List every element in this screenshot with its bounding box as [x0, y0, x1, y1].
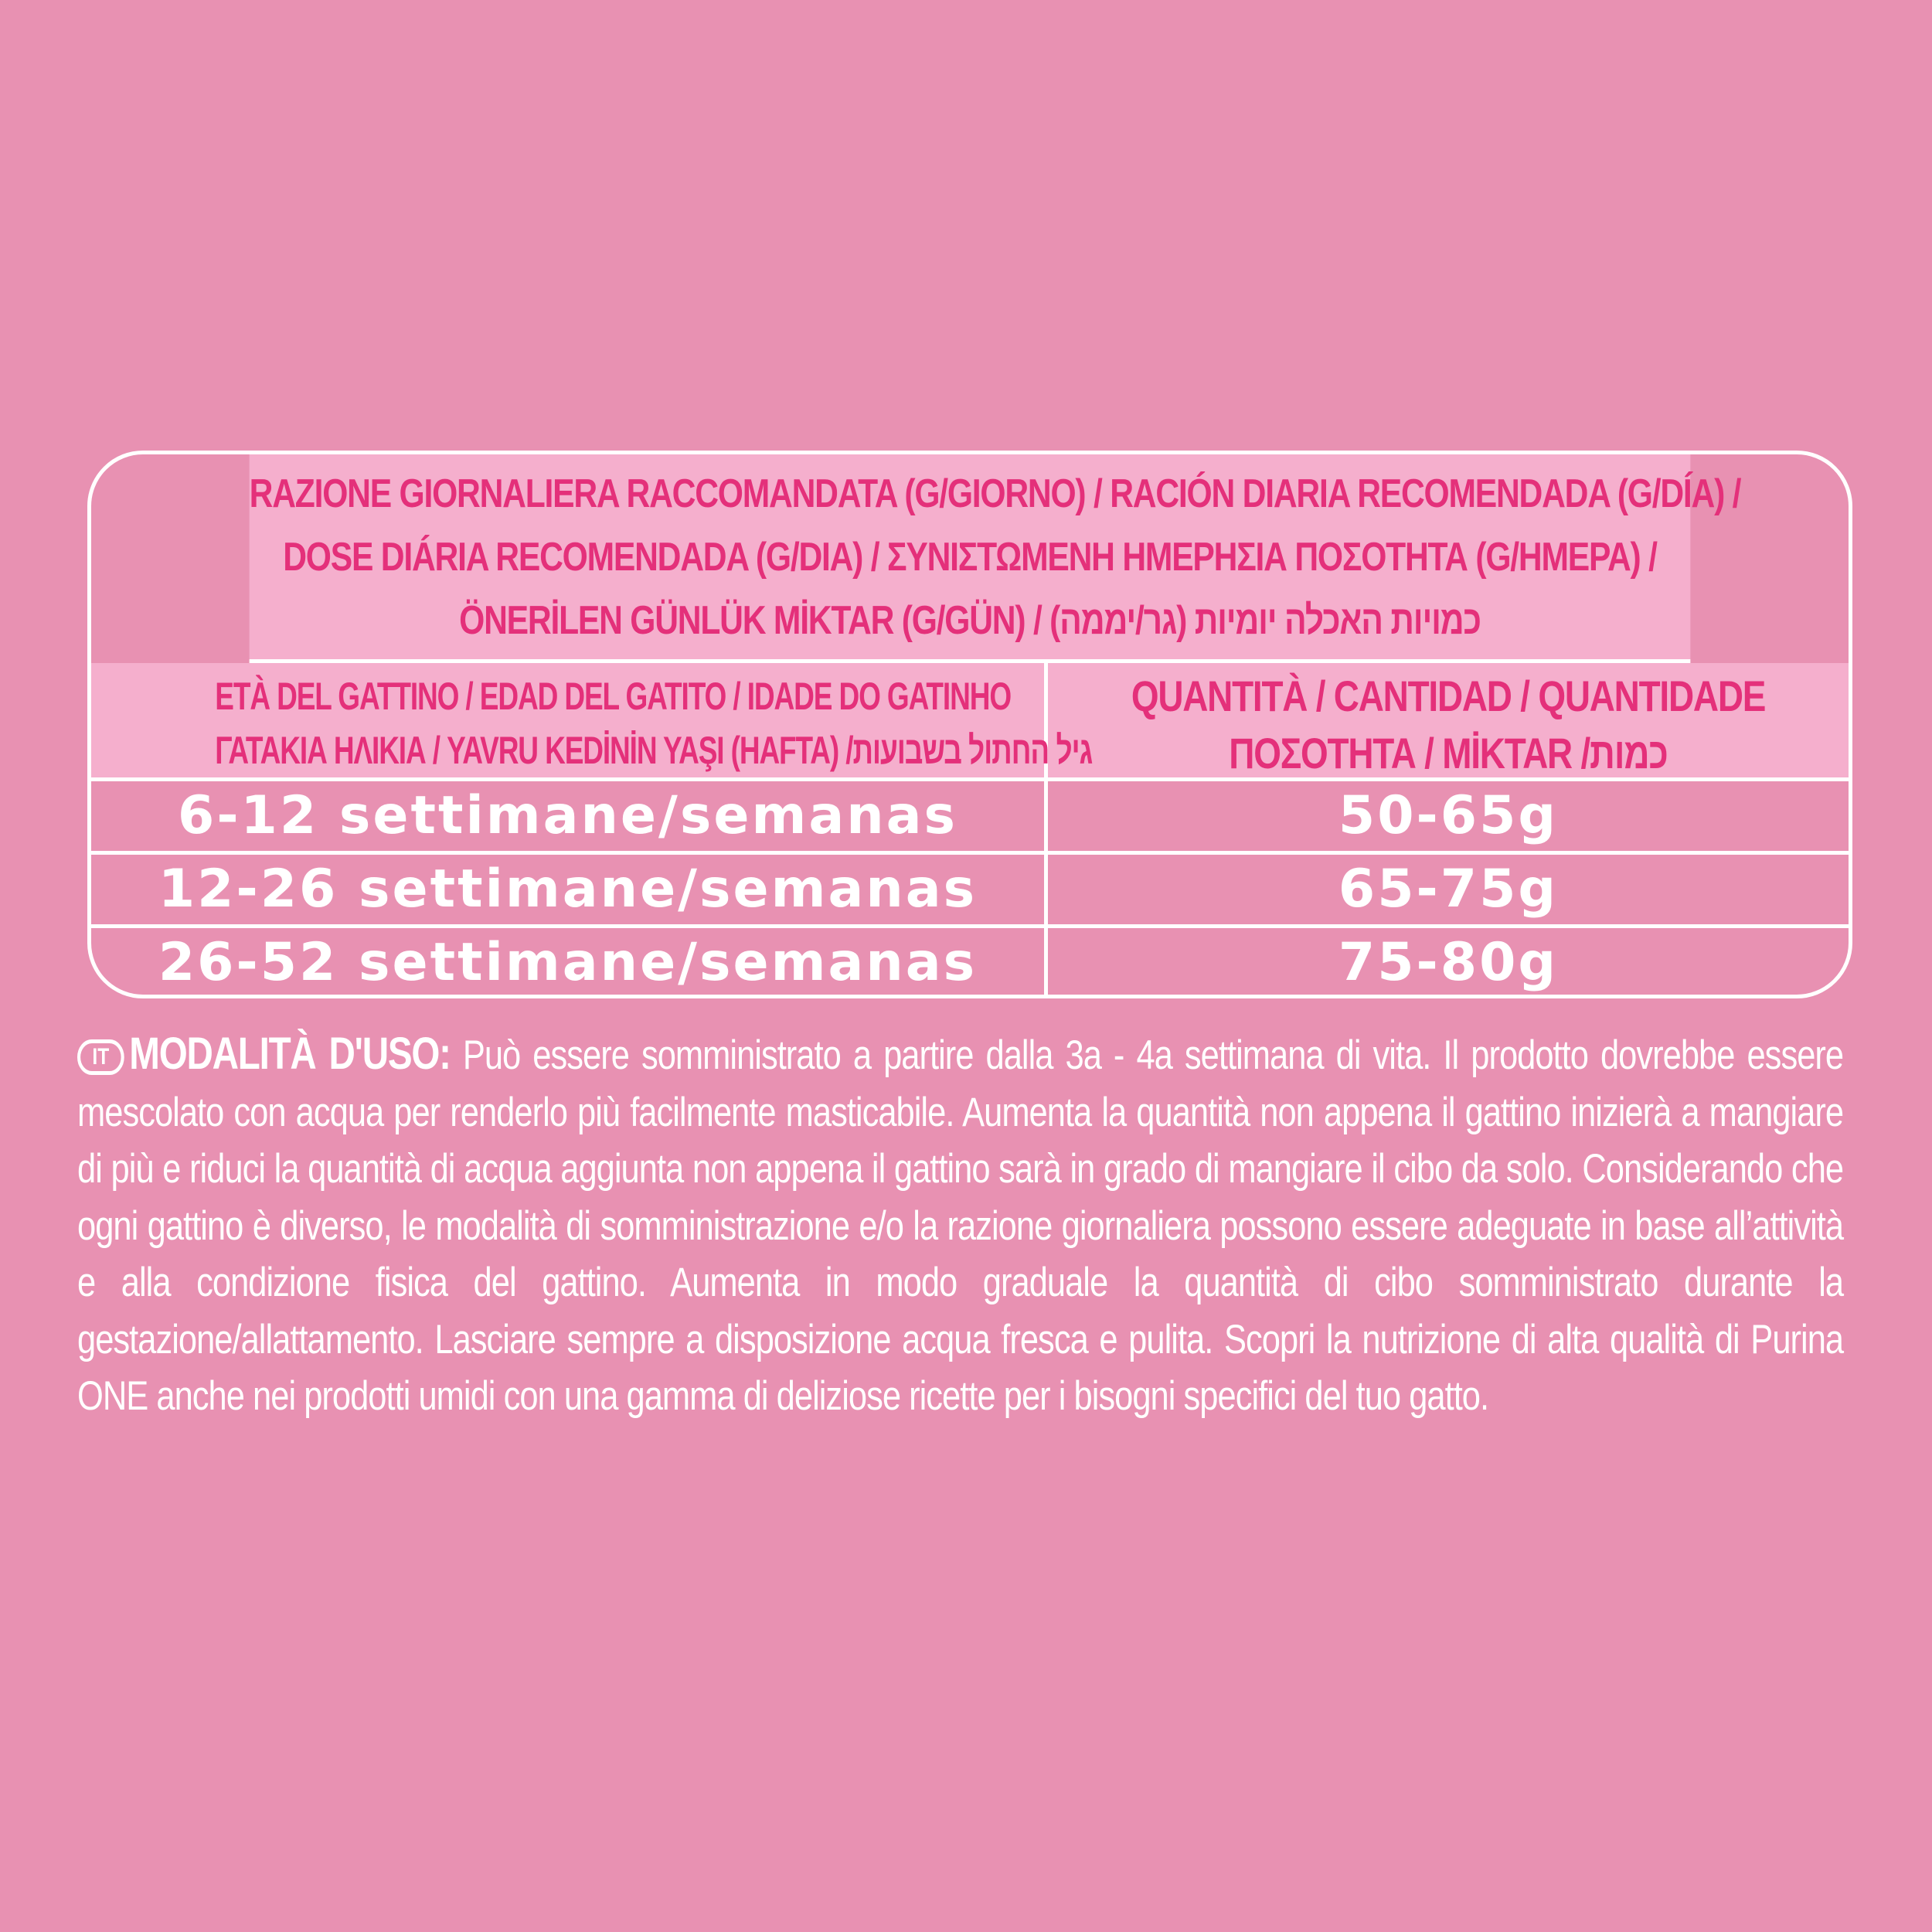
age-cell [91, 855, 1048, 924]
quantity-value: 50-65g [1338, 785, 1559, 846]
qty-header-line1: QUANTITÀ / CANTIDAD / QUANTIDADE [1131, 672, 1766, 720]
table-row [91, 928, 1849, 998]
table-title-line: RAZIONE GIORNALIERA RACCOMANDATA (G/GIORNO) / RACIÓN DIARIA RECOMENDADA (G/DÍA) / [249, 471, 1741, 516]
quantity-value: 65-75g [1338, 859, 1559, 920]
table-row [91, 781, 1849, 855]
qty-header-greek-turkish: ΠΟΣΟΤΗΤΑ / MİKTAR / [1229, 729, 1590, 777]
age-value: 26-52 settimane/semanas [158, 932, 978, 993]
usage-instructions [77, 1026, 1843, 1425]
age-cell [91, 781, 1048, 851]
header-cell-quantity [1048, 663, 1849, 777]
age-header-hebrew: גיל החתול בשבועות [852, 729, 1093, 772]
quantity-cell [1048, 781, 1849, 851]
age-value: 6-12 settimane/semanas [178, 785, 957, 846]
feeding-table [87, 451, 1852, 998]
table-header-row [91, 663, 1849, 781]
age-value: 12-26 settimane/semanas [158, 859, 978, 920]
quantity-cell [1048, 855, 1849, 924]
quantity-value: 75-80g [1338, 932, 1559, 993]
language-badge: IT [77, 1039, 124, 1075]
age-cell [91, 928, 1048, 998]
age-header-greek-turkish: ΓΑΤΑΚΙΑ ΗΛΙΚΙΑ / YAVRU KEDİNİN YAŞI (HAFTA) / [215, 729, 853, 772]
table-title-turkish: ÖNERİLEN GÜNLÜK MİKTAR (G/GÜN) / [459, 598, 1042, 643]
instructions-text: Può essere somministrato a partire dalla 3a - 4a settimana di vita. Il prodotto dovrebbe essere mescolato con acqua per renderlo più facilmente masticabile. Aumenta la quantità non appena il gattino inizierà a mangiare di più e riduci la quantità di acqua aggiunta non appena il gattino sarà in grado di mangiare il cibo da solo. Considerando che ogni gattino è diverso, le modalità di somministrazione e/o la razione giornaliera possono essere adeguate in base all’attività e alla condizione fisica del gattino. Aumenta in modo graduale la quantità di cibo somministrato durante la gestazione/allattamento. Lasciare sempre a disposizione acqua fresca e pulita. Scopri la nutrizione di alta qualità di Purina ONE anche nei prodotti umidi con una gamma di deliziose ricette per i bisogni specifici del tuo gatto. [77, 1032, 1844, 1419]
qty-header-hebrew: כמות [1590, 729, 1668, 777]
age-header-line1: ETÀ DEL GATTINO / EDAD DEL GATITO / IDADE DO GATINHO [215, 675, 1011, 718]
table-title-hebrew: כמויות האכלה יומיות (גר/יממה) [1049, 598, 1481, 643]
quantity-cell [1048, 928, 1849, 998]
age-header-line2 [215, 723, 1093, 777]
table-title-line: DOSE DIÁRIA RECOMENDADA (G/DIA) / ΣΥΝΙΣΤΩΜΕΝΗ ΗΜΕΡΗΣΙΑ ΠΟΣΟΤΗΤΑ (G/ΗΜΕΡΑ) / [283, 535, 1657, 580]
qty-header-line2 [1120, 725, 1777, 782]
table-title [249, 454, 1741, 663]
instructions-label: MODALITÀ D'USO: [129, 1029, 451, 1079]
table-title-line [250, 589, 1691, 652]
header-cell-age [91, 663, 1093, 777]
table-row [91, 855, 1849, 928]
